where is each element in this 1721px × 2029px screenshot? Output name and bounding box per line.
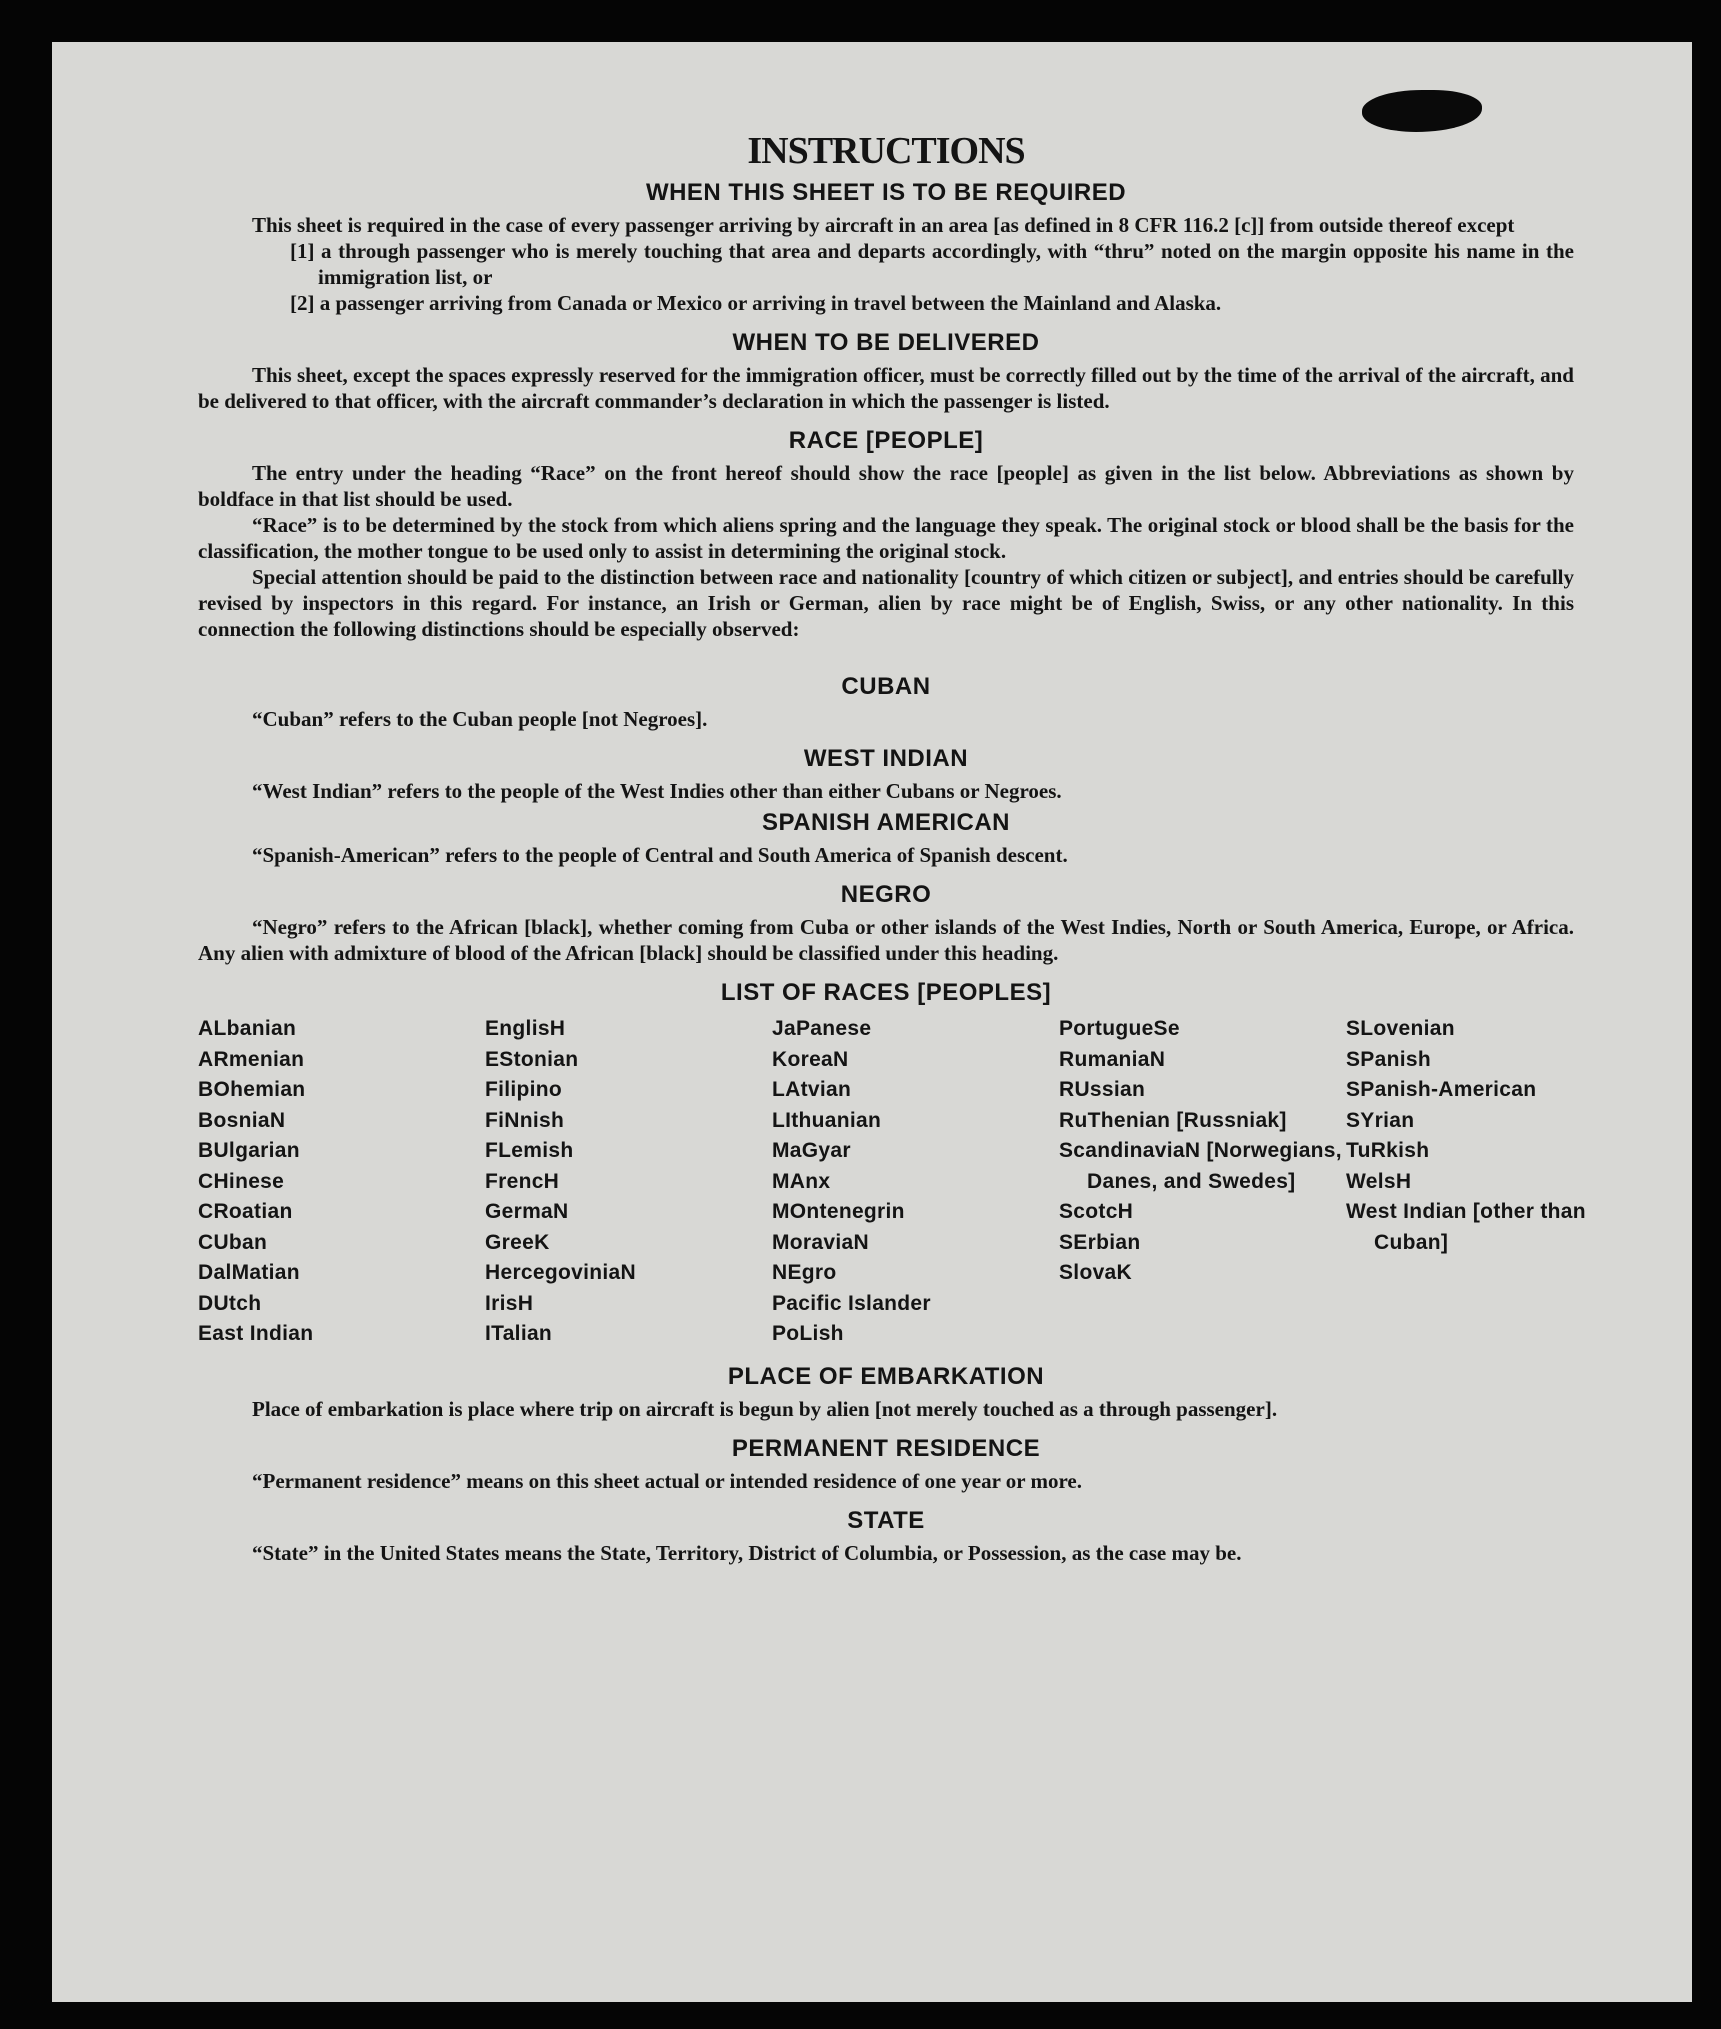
race-item: ScandinaviaN [Norwegians, Danes, and Swedes]	[1059, 1139, 1342, 1193]
race-item: PortugueSe	[1059, 1017, 1180, 1040]
section-heading-state: STATE	[847, 1506, 925, 1534]
race-item: KoreaN	[772, 1047, 849, 1071]
race-item: CRoatian	[198, 1200, 293, 1223]
race-item: GreeK	[485, 1230, 550, 1254]
section-heading-residence: PERMANENT RESIDENCE	[731, 1434, 1041, 1462]
race-item: RumaniaN	[1059, 1047, 1166, 1071]
race-item: SErbian	[1059, 1230, 1141, 1254]
race-item: SlovaK	[1059, 1261, 1132, 1284]
race-item: SLovenian	[1346, 1017, 1455, 1040]
page-title: INSTRUCTIONS	[747, 130, 1025, 172]
embarkation-text: Place of embarkation is place where trip on aircraft is begun by alien [not merely touched as a through passenger].	[252, 1396, 1278, 1421]
section-heading-embarkation: PLACE OF EMBARKATION	[727, 1362, 1045, 1390]
race-item: SYrian	[1346, 1108, 1415, 1132]
race-item: ITalian	[485, 1322, 553, 1345]
race-item: JaPanese	[772, 1017, 872, 1040]
race-column-4	[1059, 1014, 1346, 1350]
race-item: TuRkish	[1346, 1139, 1430, 1162]
race-item: HercegoviniaN	[485, 1261, 636, 1284]
race-list	[198, 1014, 1586, 1350]
race-item: West Indian [other than Cuban]	[1346, 1200, 1586, 1254]
race-item: Pacific Islander	[772, 1291, 931, 1315]
race-item: LAtvian	[772, 1078, 852, 1101]
exception-item-1: [1] a through passenger who is merely touching that area and departs accordingly, with “thru” noted on the margin opposite his name in the immigration list, or	[290, 239, 1574, 289]
race-item: East Indian	[198, 1322, 314, 1345]
race-item: Filipino	[485, 1078, 563, 1101]
cuban-text: “Cuban” refers to the Cuban people [not Negroes].	[252, 707, 708, 731]
race-item: NEgro	[772, 1261, 837, 1284]
race-column-1	[198, 1014, 485, 1350]
section-heading-west-indian: WEST INDIAN	[803, 745, 969, 772]
when-delivered-text: This sheet, except the spaces expressly reserved for the immigration officer, must be correctly filled out by the time of the arrival of the aircraft, and be delivered to that officer, with the aircraft commander’s declaration in which the passenger is listed.	[198, 363, 1574, 413]
race-item: PoLish	[772, 1322, 844, 1345]
race-item: FiNnish	[485, 1108, 565, 1132]
exception-item-2: [2] a passenger arriving from Canada or Mexico or arriving in travel between the Mainland and Alaska.	[290, 291, 1222, 315]
race-paragraph-3: Special attention should be paid to the distinction between race and nationality [country of which citizen or subject], and entries should be carefully revised by inspectors in this regard. For instance, an Irish or German, alien by race might be of English, Swiss, or any other nationality. In this connection the following distinctions should be especially observed:	[198, 565, 1574, 641]
race-item: LIthuanian	[772, 1108, 882, 1132]
race-item: SPanish	[1346, 1047, 1431, 1071]
section-heading-when-delivered: WHEN TO BE DELIVERED	[732, 329, 1040, 356]
race-item: BUlgarian	[198, 1139, 300, 1162]
race-item: ALbanian	[198, 1017, 297, 1040]
race-item: ARmenian	[198, 1047, 305, 1071]
race-item: MoraviaN	[772, 1230, 869, 1254]
race-item: MOntenegrin	[772, 1200, 905, 1223]
race-item: CUban	[198, 1230, 268, 1254]
state-text: “State” in the United States means the State, Territory, District of Columbia, or Possession, as the case may be.	[252, 1540, 1242, 1565]
race-item: DUtch	[198, 1291, 262, 1315]
section-heading-race: RACE [PEOPLE]	[788, 427, 984, 454]
race-item: BosniaN	[198, 1108, 286, 1132]
race-item: GermaN	[485, 1200, 569, 1223]
race-paragraph-1: The entry under the heading “Race” on the front hereof should show the race [people] as given in the list below. Abbreviations as shown by boldface in that list should be used.	[198, 461, 1574, 511]
race-item: RUssian	[1059, 1078, 1146, 1101]
west-indian-text: “West Indian” refers to the people of the West Indies other than either Cubans or Negroes.	[252, 779, 1062, 803]
residence-text: “Permanent residence” means on this sheet actual or intended residence of one year or more.	[252, 1468, 1082, 1493]
section-heading-cuban: CUBAN	[841, 673, 931, 700]
section-heading-list-of-races: LIST OF RACES [PEOPLES]	[720, 979, 1052, 1006]
when-required-text: This sheet is required in the case of every passenger arriving by aircraft in an area [as defined in 8 CFR 116.2 [c]] from outside thereof except	[252, 213, 1515, 237]
section-heading-spanish-american: SPANISH AMERICAN	[761, 809, 1010, 836]
section-heading-when-required: WHEN THIS SHEET IS TO BE REQUIRED	[645, 179, 1127, 206]
race-item: MaGyar	[772, 1139, 851, 1162]
race-item: DalMatian	[198, 1261, 300, 1284]
race-item: BOhemian	[198, 1078, 306, 1101]
race-item: EStonian	[485, 1047, 579, 1071]
race-item: WelsH	[1346, 1169, 1412, 1193]
race-column-3	[772, 1014, 1059, 1350]
document-sheet	[52, 42, 1692, 2002]
negro-text: “Negro” refers to the African [black], whether coming from Cuba or other islands of the West Indies, North or South America, Europe, or Africa. Any alien with admixture of blood of the African [black] should be classified under this heading.	[198, 915, 1574, 965]
section-heading-negro: NEGRO	[840, 881, 932, 908]
spanish-american-text: “Spanish-American” refers to the people of Central and South America of Spanish descent.	[252, 843, 1068, 867]
race-item: RuThenian [Russniak]	[1059, 1108, 1287, 1132]
race-item: CHinese	[198, 1169, 285, 1193]
race-item: ScotcH	[1059, 1200, 1134, 1223]
race-item: FrencH	[485, 1169, 560, 1193]
race-item: SPanish-American	[1346, 1078, 1537, 1101]
race-item: FLemish	[485, 1139, 574, 1162]
race-item: IrisH	[485, 1291, 534, 1315]
race-column-5	[1346, 1014, 1606, 1350]
race-paragraph-2: “Race” is to be determined by the stock from which aliens spring and the language they speak. The original stock or blood shall be the basis for the classification, the mother tongue to be used only to assist in determining the original stock.	[198, 513, 1574, 563]
race-column-2	[485, 1014, 772, 1350]
race-item: EnglisH	[485, 1017, 566, 1040]
race-item: MAnx	[772, 1169, 831, 1193]
